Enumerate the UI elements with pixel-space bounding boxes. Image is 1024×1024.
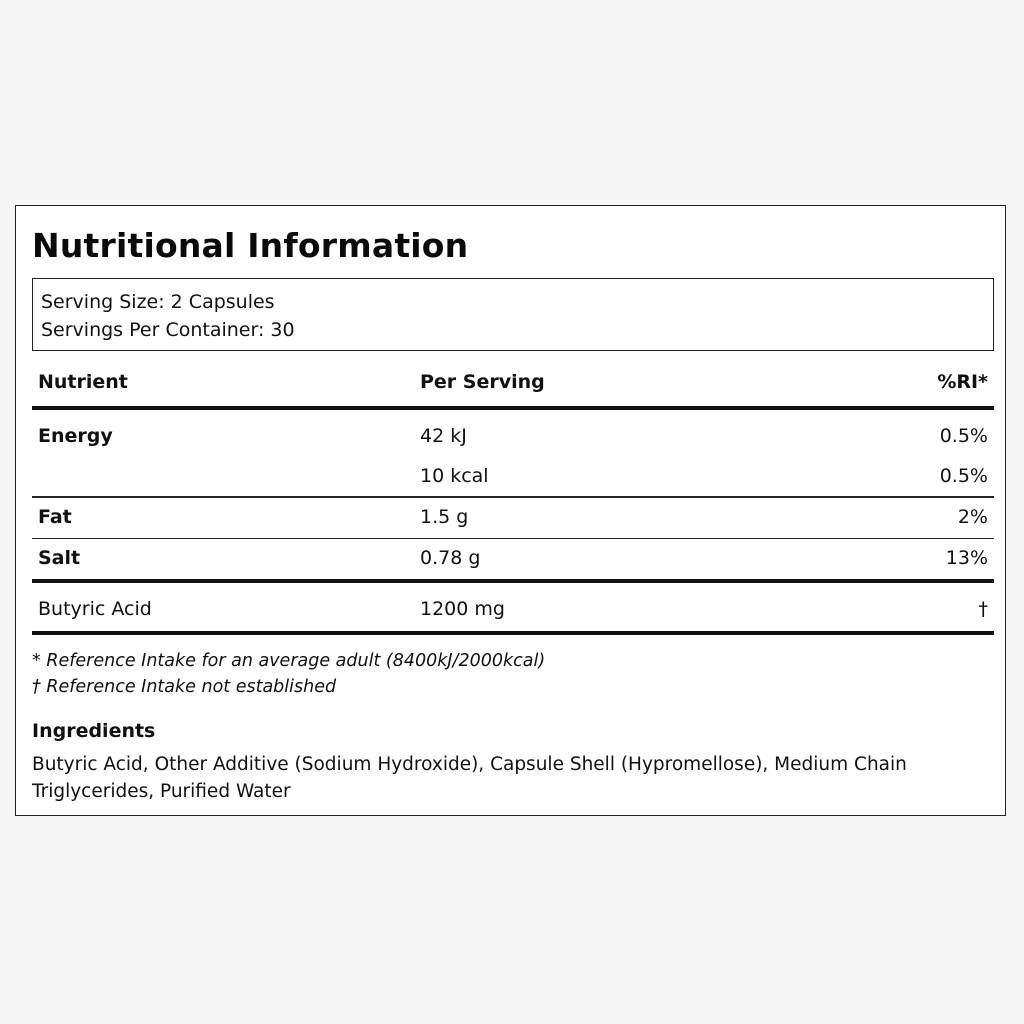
table-bottom-divider — [32, 631, 994, 635]
ingredients-list: Butyric Acid, Other Additive (Sodium Hydroxide), Capsule Shell (Hypromellose), Medium Chain Triglycerides, Purified Water — [32, 754, 907, 802]
nutrient-name: Butyric Acid — [38, 598, 152, 620]
fat-ri: 2% — [957, 505, 988, 528]
nutrient-name: Fat — [38, 505, 72, 528]
fat-value: 1.5 g — [420, 505, 469, 528]
serving-info-box — [32, 278, 994, 351]
servings-per-container: Servings Per Container: 30 — [41, 319, 295, 341]
energy-kcal-value: 10 kcal — [420, 465, 489, 487]
table-row-energy — [32, 410, 994, 496]
footnote-ri: * Reference Intake for an average adult (8400kJ/2000kcal) — [32, 651, 546, 671]
ingredients-heading: Ingredients — [32, 720, 156, 742]
table-header-row — [32, 366, 994, 406]
energy-kj-value: 42 kJ — [420, 425, 467, 447]
header-nutrient: Nutrient — [38, 371, 128, 393]
nutrient-name: Energy — [38, 425, 113, 447]
page-title: Nutritional Information — [32, 226, 469, 265]
salt-ri: 13% — [945, 547, 988, 569]
nutrient-name: Salt — [38, 547, 81, 569]
table-row-salt — [32, 539, 994, 579]
header-ri: %RI* — [937, 371, 988, 393]
energy-kj-ri: 0.5% — [939, 425, 988, 447]
footnote-dagger: † Reference Intake not established — [32, 677, 337, 697]
footnotes — [32, 648, 545, 700]
header-per-serving: Per Serving — [420, 371, 545, 393]
nutrition-panel — [15, 205, 1006, 816]
serving-size: Serving Size: 2 Capsules — [41, 291, 275, 313]
table-row-butyric-acid — [32, 583, 994, 631]
nutrition-table — [32, 366, 994, 635]
table-row-fat — [32, 498, 994, 538]
butyric-value: 1200 mg — [420, 598, 505, 620]
salt-value: 0.78 g — [420, 547, 481, 569]
energy-kcal-ri: 0.5% — [939, 465, 988, 487]
butyric-ri: † — [978, 598, 988, 620]
